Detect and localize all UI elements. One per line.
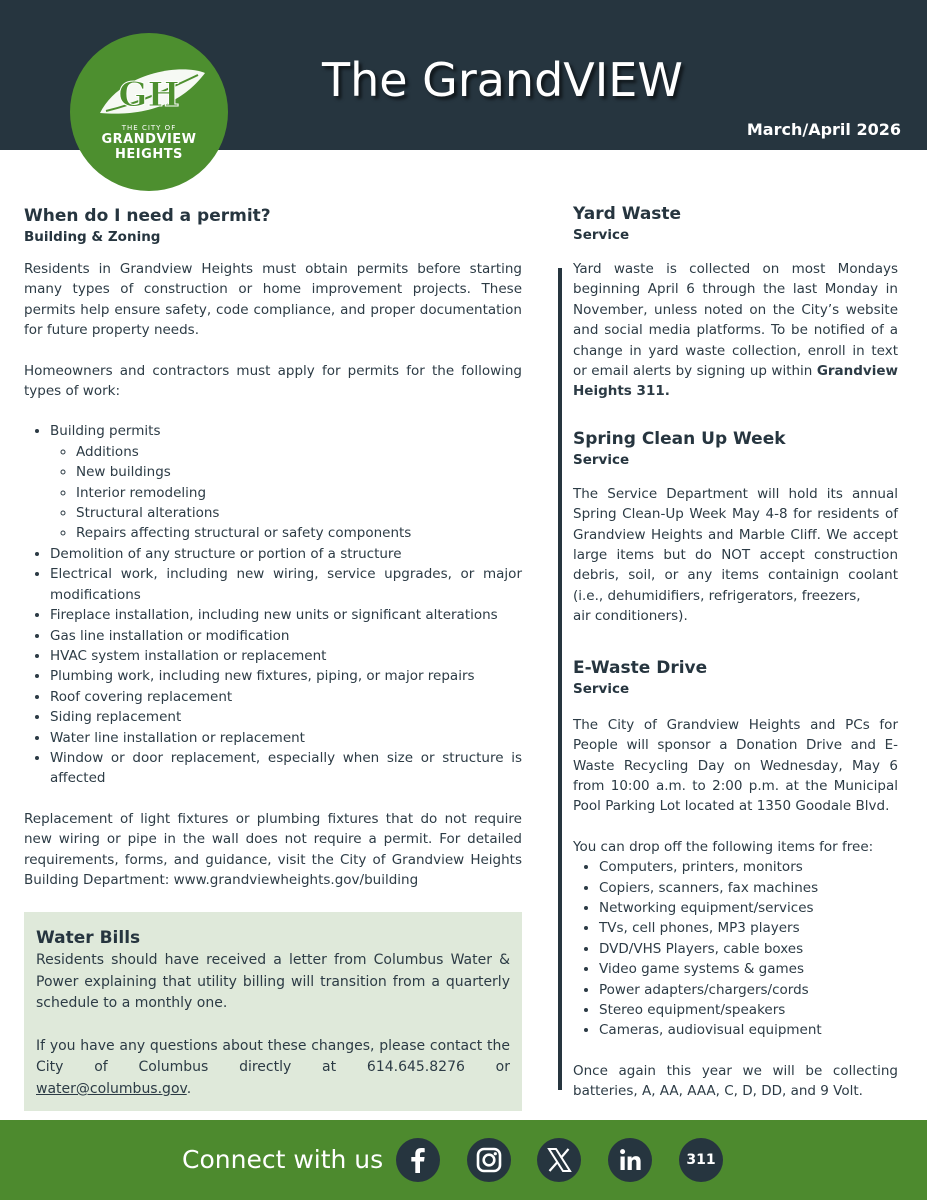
list-item: • Gas line installation or modification	[50, 626, 522, 646]
list-item: • Water line installation or replacement	[50, 728, 522, 748]
list-item: • Demolition of any structure or portion of a structure	[50, 544, 522, 564]
list-item: • Window or door replacement, especially when size or structure is affected	[50, 748, 522, 789]
list-item: • Copiers, scanners, fax machines	[599, 878, 898, 898]
water-bills-end: .	[186, 1080, 192, 1097]
list-item: • DVD/VHS Players, cable boxes	[599, 939, 898, 959]
list-item: ◦ Structural alterations	[76, 503, 522, 523]
spring-clean-text: The Service Department will hold its annual Spring Clean-Up Week May 4-8 for residents of Grandview Heights and Marble Cliff. We accept large items but do NOT accept construction debris, soil, or any items containign coolant (i.e., dehumidifiers, refrigerators, freezers,	[573, 485, 898, 604]
facebook-icon[interactable]	[396, 1138, 440, 1182]
connect-label: Connect with us	[182, 1145, 384, 1174]
311-label: 311	[686, 1152, 716, 1168]
list-item: ◦ New buildings	[76, 462, 522, 482]
logo-line-1: THE CITY OF	[121, 124, 177, 132]
column-divider	[558, 268, 562, 1090]
ewaste-heading: E-Waste Drive	[573, 657, 708, 678]
ewaste-text: The City of Grandview Heights and PCs for People will sponsor a Donation Drive and E-Waste Recycling Day on Wednesday, May 6 from 10:00 a.m. to 2:00 p.m. at the Municipal Pool Parking Lot located at 1350 Goodale Blvd.	[573, 716, 898, 815]
logo-line-2: GRANDVIEW	[101, 132, 197, 147]
water-bills-contact: If you have any questions about these changes, please contact the City of Columbus directly at 614.645.8276 or	[36, 1037, 510, 1076]
spring-clean-heading: Spring Clean Up Week	[573, 428, 786, 449]
x-glyph	[537, 1138, 581, 1182]
list-item: • Computers, printers, monitors	[599, 857, 898, 877]
ewaste-subheading: Service	[573, 680, 630, 697]
water-bills-text-1: Residents should have received a letter from Columbus Water & Power explaining that utility billing will transition from a quarterly schedule to a monthly one.	[36, 952, 510, 1012]
list-item: • Fireplace installation, including new units or significant alterations	[50, 605, 522, 625]
list-item: • HVAC system installation or replacement	[50, 646, 522, 666]
yard-waste-text	[573, 259, 898, 402]
permit-section	[24, 205, 522, 890]
building-sublist	[50, 442, 522, 544]
water-bills-heading: Water Bills	[36, 928, 141, 948]
water-email-link[interactable]: water@columbus.gov	[36, 1080, 187, 1097]
logo-monogram: GH	[118, 75, 180, 115]
footer-banner	[0, 1120, 927, 1200]
linkedin-glyph	[608, 1138, 652, 1182]
yard-waste-body: Yard waste is collected on most Mondays beginning April 6 through the last Monday in November, unless noted on the City’s website and social media platforms. To be notified of a change in yard waste collection, enroll in text or email alerts by signing up within	[573, 261, 898, 380]
list-item: • Cameras, audiovisual equipment	[599, 1020, 898, 1040]
list-item: • Power adapters/chargers/cords	[599, 980, 898, 1000]
logo-line-3: HEIGHTS	[115, 147, 183, 162]
list-item: • Networking equipment/services	[599, 898, 898, 918]
newsletter-title: The GrandVIEW	[322, 53, 683, 107]
instagram-glyph	[467, 1138, 511, 1182]
x-icon[interactable]	[537, 1138, 581, 1182]
ewaste-closing: Once again this year we will be collecting batteries, A, AA, AAA, C, D, DD, and 9 Volt.	[573, 1062, 898, 1100]
permit-lead: Homeowners and contractors must apply for permits for the following types of work:	[24, 362, 522, 400]
grandview-311-label: Grandview Heights 311.	[573, 363, 898, 400]
list-item: ◦ Interior remodeling	[76, 483, 522, 503]
ewaste-list	[573, 857, 898, 1041]
water-bills-box	[24, 912, 522, 1111]
list-item: • Roof covering replacement	[50, 687, 522, 707]
list-item: ◦ Additions	[76, 442, 522, 462]
facebook-glyph	[396, 1138, 440, 1182]
permit-closing: Replacement of light fixtures or plumbing fixtures that do not require new wiring or pipe in the wall does not require a permit. For detailed requirements, forms, and guidance, visit the City of Grandview Heights Building Department: www.grandviewheights.gov/building	[24, 810, 522, 888]
311-icon[interactable]	[679, 1138, 723, 1182]
city-logo	[70, 33, 228, 191]
permit-subheading: Building & Zoning	[24, 229, 161, 245]
list-item-label: Building permits	[50, 423, 161, 440]
permit-list	[24, 421, 522, 788]
list-item: • TVs, cell phones, MP3 players	[599, 918, 898, 938]
list-item: • Electrical work, including new wiring, service upgrades, or major modifications	[50, 564, 522, 605]
issue-date: March/April 2026	[746, 120, 901, 139]
water-bills-text-2	[36, 1036, 510, 1101]
yard-waste-heading: Yard Waste	[573, 204, 682, 224]
spring-clean-subheading: Service	[573, 451, 630, 468]
ewaste-lead: You can drop off the following items for free:	[573, 838, 874, 855]
linkedin-icon[interactable]	[608, 1138, 652, 1182]
permit-heading: When do I need a permit?	[24, 206, 271, 226]
yard-waste-subheading: Service	[573, 227, 630, 243]
spring-clean-text-end: air conditioners).	[573, 608, 688, 625]
list-item: ◦ Repairs affecting structural or safety components	[76, 523, 522, 543]
instagram-icon[interactable]	[467, 1138, 511, 1182]
permit-intro: Residents in Grandview Heights must obtain permits before starting many types of construction or home improvement projects. These permits help ensure safety, code compliance, and proper documentation for future property needs.	[24, 261, 522, 339]
list-item: • Plumbing work, including new fixtures, piping, or major repairs	[50, 666, 522, 686]
list-item: • Siding replacement	[50, 707, 522, 727]
list-item: • Stereo equipment/speakers	[599, 1000, 898, 1020]
list-item	[50, 421, 522, 543]
leaf-icon	[70, 33, 228, 191]
list-item: • Video game systems & games	[599, 959, 898, 979]
service-section	[573, 203, 898, 1102]
